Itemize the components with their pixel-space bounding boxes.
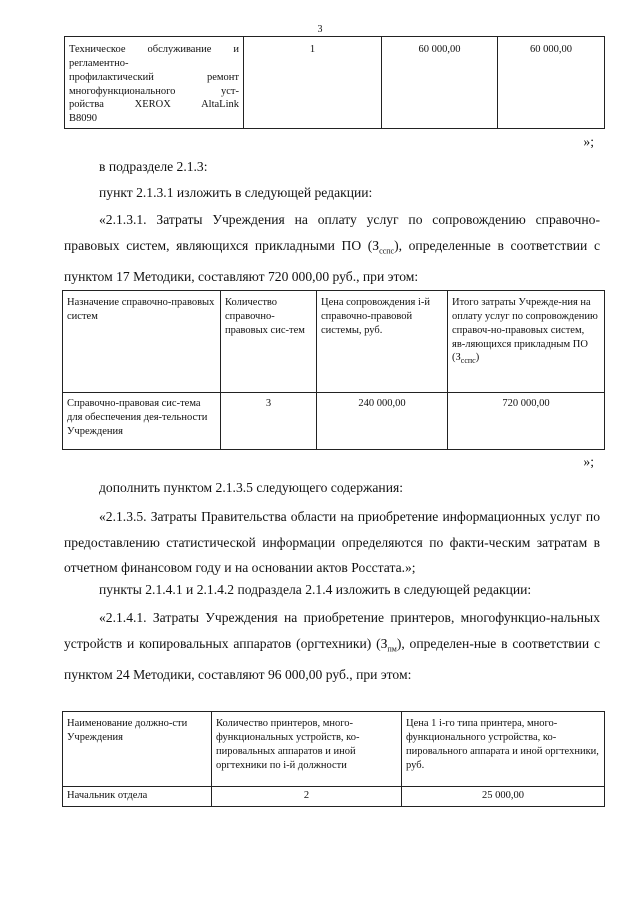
column-header: Назначение справочно-правовых систем — [63, 291, 221, 393]
table-row — [63, 393, 605, 450]
paragraph: дополнить пунктом 2.1.3.5 следующего содержания: — [99, 480, 403, 495]
page-number: 3 — [317, 24, 323, 35]
paragraph: «2.1.3.1. Затраты Учреждения на оплату услуг по сопровождению справочно-правовых систем, являющихся прикладными ПО $(З_{сспс})$, определенные в соответствии с пунктом 17 Методики, составляют 720 000,00 руб., при этом: — [64, 212, 600, 284]
paragraph: «2.1.4.1. Затраты Учреждения на приобретение принтеров, многофункцио-нальных устройств и копировальных аппаратов (оргтехники) $(З_{пм})$, определен-ные в соответствии с пунктом 24 Методики, составляют 96 000,00 руб., при этом: — [64, 610, 601, 682]
table-cell: 2 — [212, 787, 402, 807]
paragraph: пункты 2.1.4.1 и 2.1.4.2 подраздела 2.1.4 изложить в следующей редакции: — [99, 582, 532, 597]
paragraph: пункт 2.1.3.1 изложить в следующей редакции: — [99, 185, 373, 200]
table-cell: 240 000,00 — [317, 393, 448, 450]
paragraph: в подразделе 2.1.3: — [99, 159, 208, 174]
price-cell: 60 000,00 — [382, 37, 498, 129]
column-header: Наименование должно-сти Учреждения — [63, 712, 212, 787]
column-header: Цена сопровождения i-й справочно-правовой системы, руб. — [317, 291, 448, 393]
table-cell: 3 — [221, 393, 317, 450]
paragraph: «2.1.3.5. Затраты Правительства области на приобретение информационных услуг по предоставлению статистической информации определяются по факти-ческим затратам в отчетном финансовом году и на основании актов Росстата.»; — [64, 509, 600, 575]
service-name-cell: Техническое обслуживание и регламентно- профилактический ремонт многофункционального уст- ройства XEROX AltaLink B8090 — [65, 37, 244, 129]
total-cell: 60 000,00 — [498, 37, 605, 129]
closing-quote: »; — [583, 134, 594, 149]
table-cell: 25 000,00 — [402, 787, 605, 807]
table-office-equipment — [62, 711, 605, 807]
table-header-row — [63, 291, 605, 393]
table-row — [63, 787, 605, 807]
column-header: Количество справочно-правовых сис-тем — [221, 291, 317, 393]
table-header-row — [63, 712, 605, 787]
table-row — [65, 37, 605, 129]
table-equipment-maintenance — [64, 36, 605, 129]
column-header: Цена 1 i-го типа принтера, много-функционального устройства, ко-пировального аппарата и иной оргтехники, руб. — [402, 712, 605, 787]
table-cell: 720 000,00 — [448, 393, 605, 450]
table-legal-systems — [62, 290, 605, 450]
closing-quote: »; — [583, 454, 594, 469]
column-header: Итого затраты Учрежде-ния на оплату услуг по сопровождению справоч-но-правовых систем, яв-ляющихся прикладным ПО $(З_{сспс})$ — [448, 291, 605, 393]
table-cell: Справочно-правовая сис-тема для обеспечения дея-тельности Учреждения — [63, 393, 221, 450]
column-header: Количество принтеров, много-функциональных устройств, ко-пировальных аппаратов и иной оргтехники по i-й должности — [212, 712, 402, 787]
quantity-cell: 1 — [244, 37, 382, 129]
table-cell: Начальник отдела — [63, 787, 212, 807]
